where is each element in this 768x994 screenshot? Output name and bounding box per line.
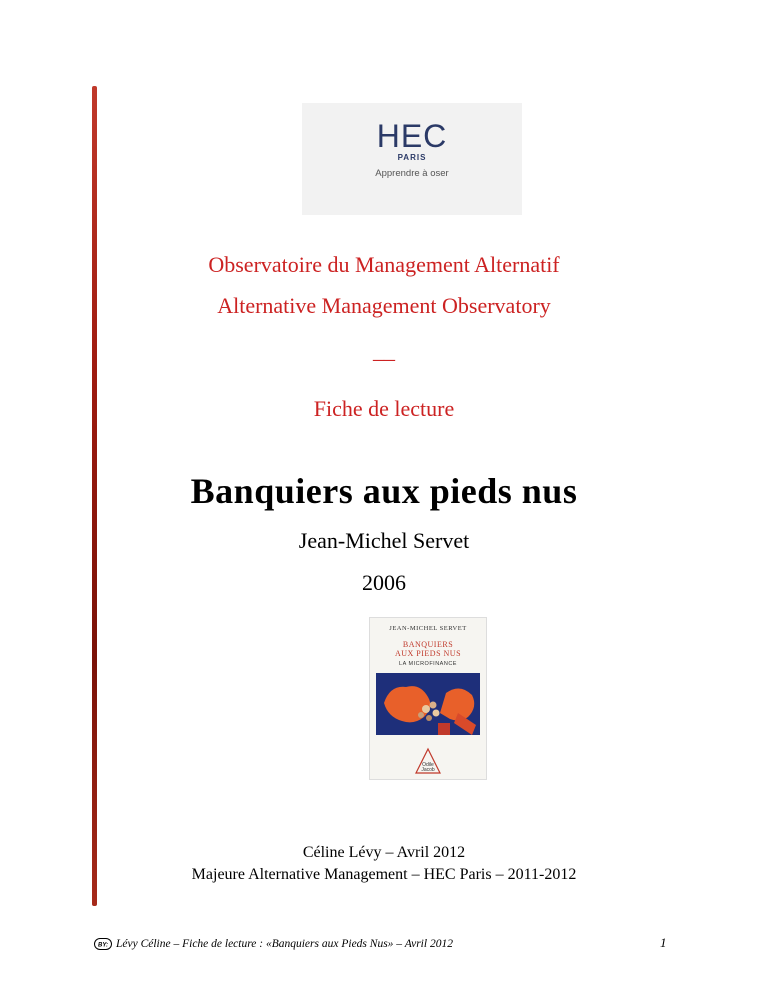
cover-subtitle: LA MICROFINANCE (399, 661, 457, 667)
observatory-title-en: Alternative Management Observatory (217, 293, 551, 318)
page-footer (94, 938, 453, 950)
author-credit: Céline Lévy – Avril 2012 (302, 844, 466, 861)
separator: __ (373, 338, 395, 363)
logo-brand: HEC (376, 118, 448, 154)
book-author: Jean-Michel Servet (298, 528, 470, 553)
logo-tagline: Apprendre à oser (375, 168, 449, 179)
cover-title (370, 640, 486, 658)
logo-city: PARIS (397, 153, 427, 162)
cover-title-line1: BANQUIERS (402, 640, 454, 649)
footer-text: Lévy Céline – Fiche de lecture : «Banquiers aux Pieds Nus» – Avril 2012 (116, 938, 453, 950)
publisher-logo (414, 747, 442, 775)
book-title: Banquiers aux pieds nus (190, 471, 578, 511)
program-credit: Majeure Alternative Management – HEC Paris – 2011-2012 (191, 866, 577, 883)
license-badge-text: BY: (97, 942, 109, 949)
page-number: 1 (660, 935, 667, 950)
cover-title-line2: AUX PIEDS NUS (394, 649, 462, 658)
publisher-line1: Odile (422, 762, 434, 768)
cover-author: JEAN-MICHEL SERVET (389, 625, 467, 632)
hec-logo (302, 103, 522, 215)
book-cover-image (369, 617, 487, 780)
observatory-title-fr: Observatoire du Management Alternatif (208, 252, 560, 277)
book-year: 2006 (362, 570, 406, 595)
document-type: Fiche de lecture (313, 396, 455, 421)
publisher-line2: Jacob (421, 767, 435, 773)
cc-by-license-icon (94, 938, 112, 950)
cover-hands-illustration (376, 673, 480, 735)
